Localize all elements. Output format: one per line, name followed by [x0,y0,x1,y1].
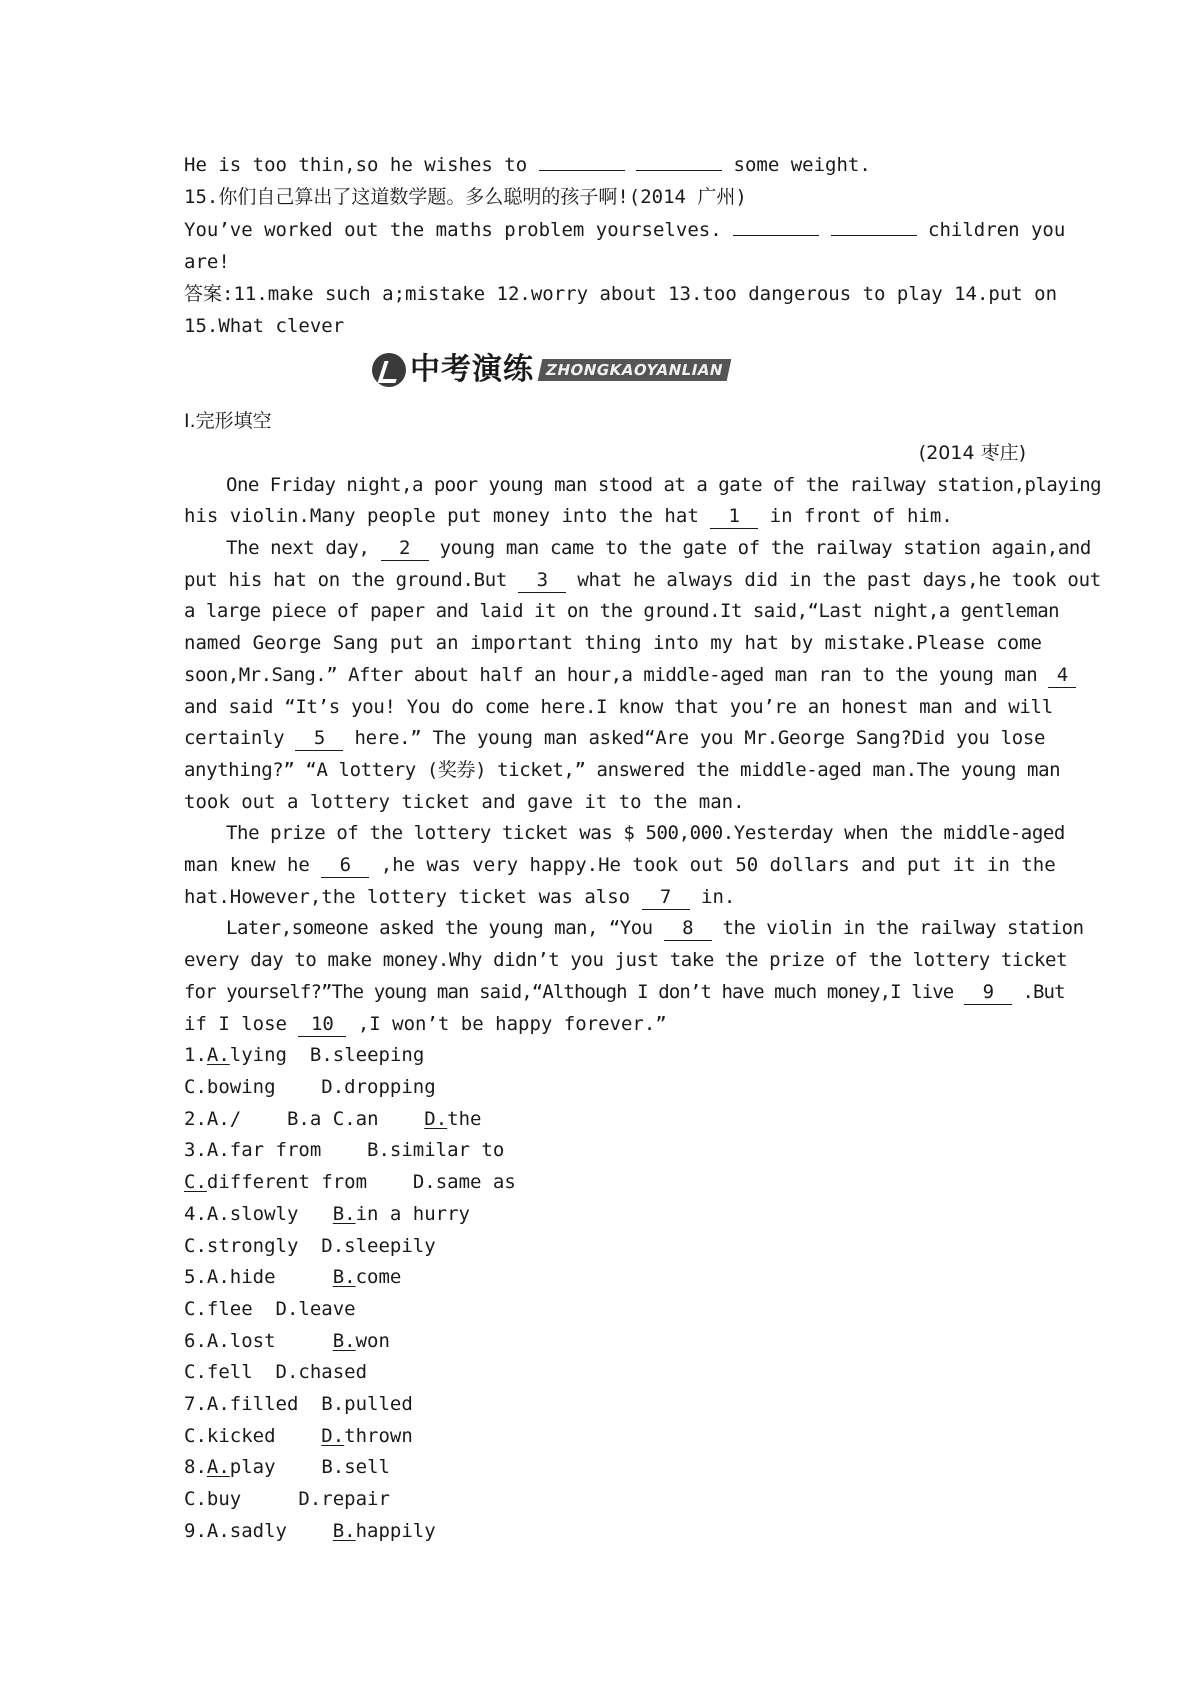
cloze-blank-9: 9 [964,980,1012,1005]
text-segment: He is too thin,so he wishes to [184,154,528,176]
question-number: 1. [184,1044,207,1067]
text-segment: in front of him. [769,505,953,528]
exercise-14-line [184,148,1026,182]
passage-line [184,565,1101,597]
text-segment: young man came to the gate of the railway station again,and [439,537,1091,560]
passage-line [184,850,1056,882]
cloze-blank-8: 8 [664,916,712,941]
section-banner [184,342,1026,406]
option-text: lying [229,1044,287,1067]
answer-key-line: 答案:11.make such a;mistake 12.worry about 13.too dangerous to play 14.put on [184,282,1058,305]
option-text: the [447,1107,482,1130]
cloze-blank-4: 4 [1048,663,1076,688]
text-segment: hat.However,the lottery ticket was also [184,885,631,908]
passage-line [184,1009,1026,1041]
option-text: C.kicked [184,1424,276,1447]
answer-key-marker: B. [332,1266,356,1289]
text-segment: if I lose [184,1012,287,1035]
passage-line [184,977,1065,1009]
option-text: thrown [344,1424,413,1447]
text-segment: soon,Mr.Sang.” After about half an hour,a middle-aged man ran to the young man [184,663,1038,686]
option-row [184,1231,1026,1263]
text-segment: in. [701,885,736,908]
passage-line: One Friday night,a poor young man stood at a gate of the railway station,playing [226,473,1102,496]
text-segment: man knew he [184,854,310,877]
exercise-15-chinese: 15.你们自己算出了这道数学题。多么聪明的孩子啊!(2014 广州) [184,185,747,208]
option-row [184,1072,1026,1104]
text-segment: for yourself?”The young man said,“Although I don’t have much money,I live [184,980,954,1003]
text-segment: what he always did in the past days,he took out [577,568,1101,591]
option-text: C.fell [184,1361,253,1384]
option-text: D.sleepily [321,1234,436,1257]
passage-line [184,913,1084,945]
answer-key-marker: C. [184,1171,207,1194]
text-segment: the violin in the railway station [722,917,1084,940]
option-text: D.same as [412,1171,516,1194]
option-text: 7.A.filled [184,1393,299,1416]
option-row [184,1104,1026,1136]
text-segment: ,I won’t be happy forever.” [357,1012,667,1035]
text-segment: The next day, [226,537,370,560]
passage-line [184,533,1091,565]
text-segment: his violin.Many people put money into the hat [184,505,699,528]
cloze-blank-5: 5 [295,726,343,751]
option-text: 3.A.far from [184,1139,322,1162]
cloze-blank-2: 2 [381,536,429,561]
text-segment: some weight. [733,154,871,176]
text-segment: put his hat on the ground.But [184,568,508,591]
passage-line [184,882,1026,914]
cloze-blank-3: 3 [518,568,566,593]
option-text: B.a [286,1107,322,1130]
option-text: 9.A.sadly [184,1519,287,1542]
option-text: 6.A.lost [184,1329,276,1352]
option-row [184,1326,1026,1358]
passage-line: a large piece of paper and laid it on the ground.It said,“Last night,a gentleman [184,600,1060,623]
exercise-15-english [184,213,1066,247]
option-text: C.strongly [184,1234,299,1257]
passage-line: every day to make money.Why didn’t you just take the prize of the lottery ticket [184,949,1068,972]
text-segment: ,he was very happy.He took out 50 dollars and put it in the [380,854,1056,877]
text-segment: You’ve worked out the maths problem yourselves. [184,219,722,242]
option-row [184,1262,1026,1294]
answer-key-marker: D. [321,1424,345,1447]
check-badge-icon [372,353,406,387]
text-segment: here.” The young man asked“Are you Mr.George Sang?Did you lose [354,727,1046,750]
text-segment: children you [928,219,1066,242]
option-text: B.similar to [367,1139,505,1162]
text-segment: certainly [184,727,285,750]
option-text: D.repair [298,1488,390,1511]
option-text: D.dropping [321,1075,436,1098]
option-text: D.chased [275,1361,368,1384]
option-row [184,1167,1026,1199]
option-row [184,1199,1026,1231]
question-number: 8. [184,1456,207,1479]
option-text: D.leave [275,1297,356,1320]
option-text: C.flee [184,1297,253,1320]
option-row [184,1421,1026,1453]
answer-key-line: 15.What clever [184,314,345,337]
cloze-blank-6: 6 [321,853,369,878]
passage-line: and said “It’s you! You do come here.I know that you’re an honest man and will [184,695,1053,718]
banner-title: 中考演练 [410,352,534,388]
banner-subtitle: ZHONGKAOYANLIAN [538,359,732,381]
option-row [184,1452,1026,1484]
answer-key-marker: B. [332,1202,356,1225]
option-text: 2.A./ [184,1107,242,1130]
option-text: 4.A.slowly [184,1202,299,1225]
answer-blank [831,213,917,236]
option-text: come [355,1266,402,1289]
exercise-15-english-cont: are! [184,251,230,274]
document-page [184,148,1102,1548]
option-row [184,1484,1026,1516]
option-text: C.buy [184,1488,242,1511]
passage-line [184,501,1026,533]
cloze-blank-1: 1 [710,504,758,529]
answer-key-marker: A. [206,1456,230,1479]
cloze-blank-7: 7 [642,885,690,910]
option-text: 5.A.hide [184,1266,276,1289]
answer-key-marker: B. [332,1519,356,1542]
option-row [184,1135,1026,1167]
passage-line: named George Sang put an important thing into my hat by mistake.Please come [184,632,1042,655]
option-row [184,1516,1026,1548]
answer-key-marker: D. [424,1107,448,1130]
option-text: B.sell [321,1456,390,1479]
option-text: B.sleeping [309,1044,425,1067]
option-text: happily [355,1519,436,1542]
option-row [184,1389,1026,1421]
option-text: C.an [332,1107,379,1130]
answer-blank [733,213,819,236]
option-row [184,1040,1026,1072]
passage-line [184,660,1068,692]
answer-key-marker: B. [332,1329,356,1352]
option-row [184,1357,1026,1389]
passage-line [184,723,1046,755]
answer-blank [539,148,625,171]
source-label: (2014 枣庄) [918,441,1026,464]
cloze-blank-10: 10 [298,1012,346,1037]
answer-blank [636,148,722,171]
option-text: B.pulled [321,1393,413,1416]
section-heading: Ⅰ.完形填空 [184,410,272,433]
passage-line: anything?” “A lottery (奖券) ticket,” answered the middle-aged man.The young man [184,758,1061,781]
passage-line: The prize of the lottery ticket was $ 500,000.Yesterday when the middle-aged [226,822,1065,845]
option-text: won [355,1329,390,1352]
passage-line: took out a lottery ticket and gave it to the man. [184,790,745,813]
text-segment: Later,someone asked the young man, “You [226,917,653,940]
option-row [184,1294,1026,1326]
option-text: C.bowing [184,1075,276,1098]
text-segment: .But [1022,980,1065,1003]
option-text: play [229,1456,276,1479]
answer-key-marker: A. [206,1044,230,1067]
option-text: in a hurry [355,1202,470,1225]
option-text: different from [206,1171,368,1194]
